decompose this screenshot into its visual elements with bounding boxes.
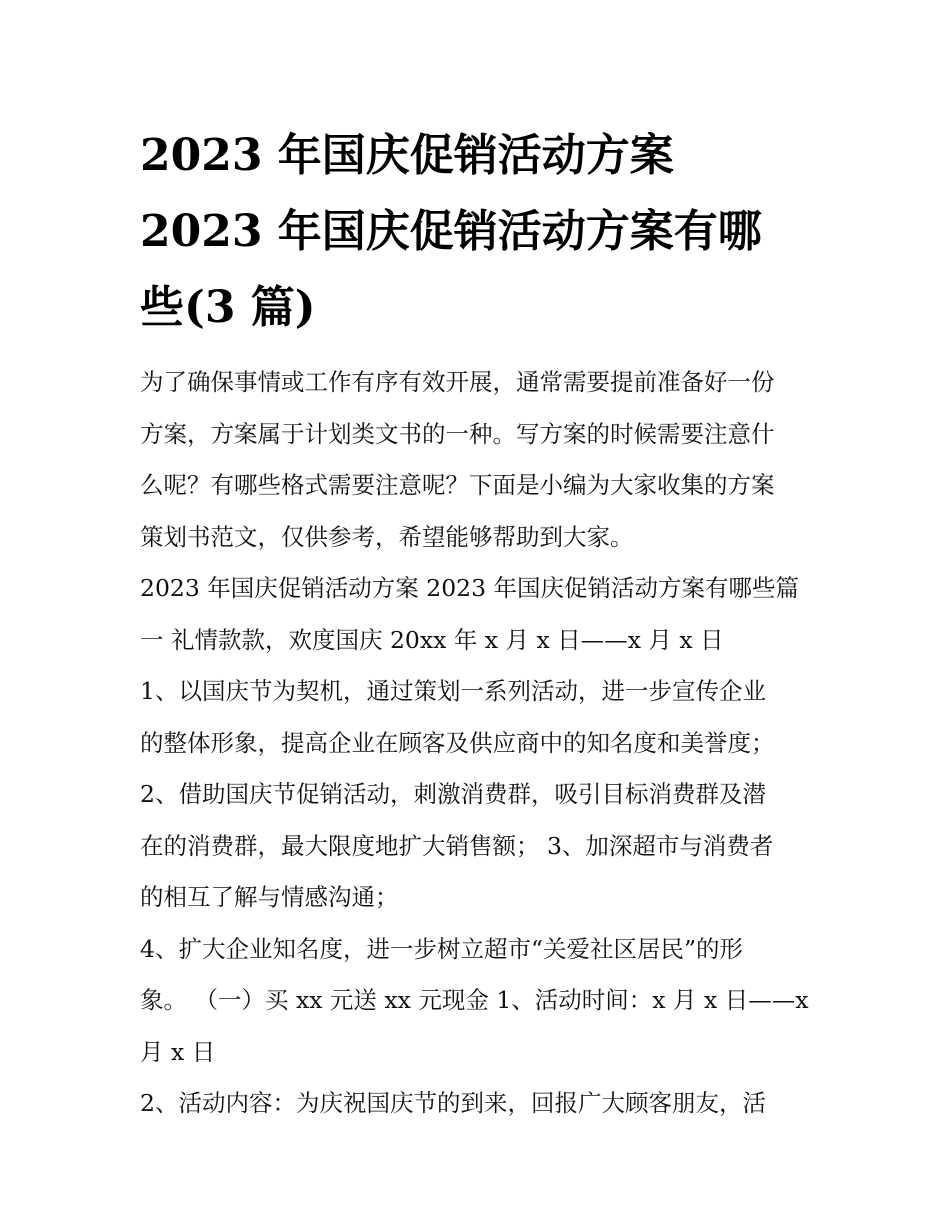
body-line-1: 为了确保事情或工作有序有效开展，通常需要提前准备好一份 (140, 368, 775, 396)
body-line-9: 2、借助国庆节促销活动，刺激消费群，吸引目标消费群及潜 (140, 780, 766, 808)
body-line-11: 的相互了解与情感沟通； (140, 883, 399, 911)
body-line-5: 2023 年国庆促销活动方案 2023 年国庆促销活动方案有哪些篇 (140, 574, 800, 602)
body-line-3: 么呢？有哪些格式需要注意呢？下面是小编为大家收集的方案 (140, 471, 775, 499)
body-line-12: 4、扩大企业知名度，进一步树立超市“关爱社区居民”的形 (140, 934, 743, 963)
document-body (140, 357, 830, 1130)
title-line-3: 些(3 篇) (140, 282, 316, 333)
body-line-13: 象。 （一）买 xx 元送 xx 元现金 1、活动时间：x 月 x 日——x (140, 986, 809, 1014)
body-line-8: 的整体形象，提高企业在顾客及供应商中的知名度和美誉度； (140, 728, 775, 757)
title-line-2: 2023 年国庆促销活动方案有哪 (140, 206, 762, 257)
body-line-7: 1、以国庆节为契机，通过策划一系列活动，进一步宣传企业 (140, 677, 766, 705)
document-title (140, 118, 820, 346)
body-line-14: 月 x 日 (140, 1037, 216, 1066)
body-line-4: 策划书范文，仅供参考，希望能够帮助到大家。 (140, 522, 634, 551)
body-line-6: 一 礼情款款，欢度国庆 20xx 年 x 月 x 日——x 月 x 日 (140, 625, 724, 654)
body-line-10: 在的消费群，最大限度地扩大销售额； 3、加深超市与消费者 (140, 831, 774, 860)
title-line-1: 2023 年国庆促销活动方案 (140, 130, 674, 181)
body-line-2: 方案，方案属于计划类文书的一种。写方案的时候需要注意什 (140, 419, 775, 448)
body-line-15: 2、活动内容：为庆祝国庆节的到来，回报广大顾客朋友，活 (140, 1089, 766, 1117)
